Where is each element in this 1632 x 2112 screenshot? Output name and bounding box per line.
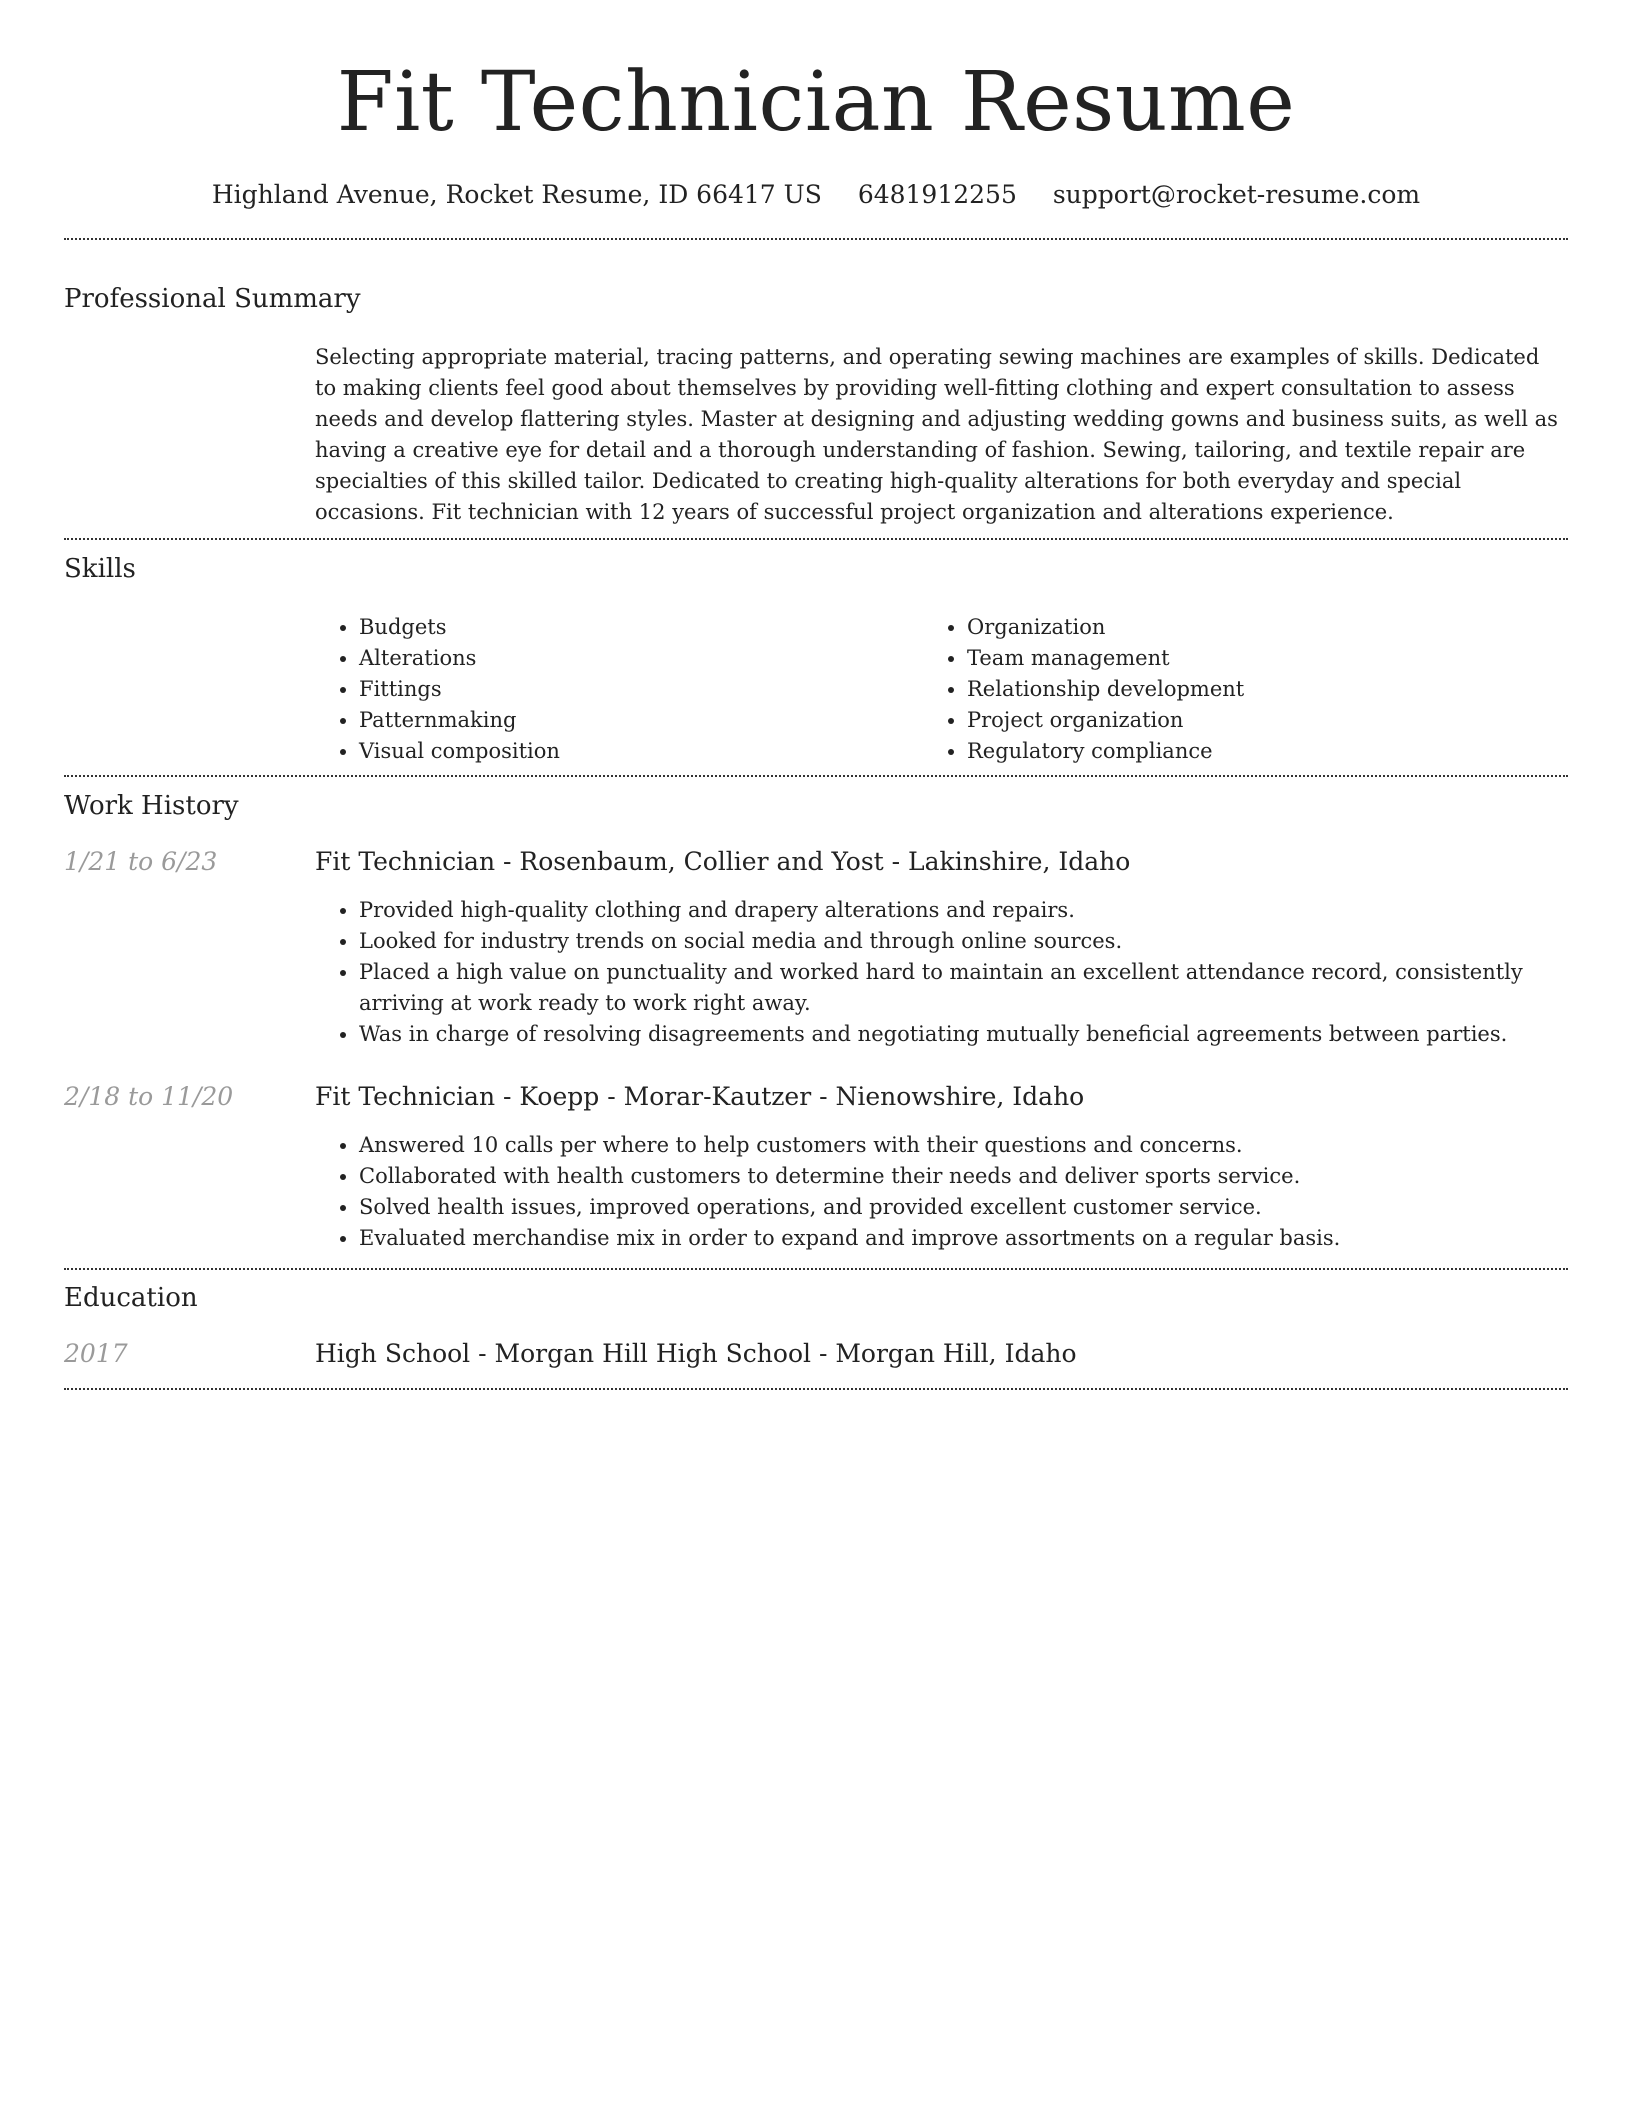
work-heading: Work History: [64, 791, 239, 821]
job-bullet: • Looked for industry trends on social media and through online sources.: [359, 926, 1567, 957]
job-bullet: • Evaluated merchandise mix in order to expand and improve assortments on a regular basis.: [359, 1223, 1567, 1254]
divider-education: [64, 1388, 1568, 1390]
skills-column-right: [923, 612, 1503, 767]
skill-item: • Budgets: [359, 612, 895, 643]
contact-address: Highland Avenue, Rocket Resume, ID 66417 US: [211, 180, 822, 209]
divider-header: [64, 238, 1568, 240]
job-bullet: • Was in charge of resolving disagreements and negotiating mutually beneficial agreements between parties.: [359, 1019, 1567, 1050]
job-title: [315, 845, 1130, 879]
summary-heading: Professional Summary: [64, 284, 361, 314]
resume-header: [0, 0, 1632, 212]
job-employer: - Koepp - Morar-Kautzer - Nienowshire, Idaho: [495, 1082, 1085, 1111]
education-year: 2017: [64, 1339, 128, 1368]
divider-summary: [64, 538, 1568, 540]
skill-item: • Patternmaking: [359, 705, 895, 736]
job-bullet: • Answered 10 calls per where to help customers with their questions and concerns.: [359, 1130, 1567, 1161]
skill-item: • Relationship development: [967, 674, 1503, 705]
job-bullet: • Solved health issues, improved operations, and provided excellent customer service.: [359, 1192, 1567, 1223]
skill-item: • Project organization: [967, 705, 1503, 736]
education-heading: Education: [64, 1283, 198, 1313]
job-role: Fit Technician: [315, 1082, 496, 1111]
job-dates: 2/18 to 11/20: [64, 1082, 234, 1111]
job-bullet-list: [315, 1130, 1567, 1254]
job-bullet-list: [315, 895, 1567, 1050]
job-bullet: • Placed a high value on punctuality and worked hard to maintain an excellent attendance record, consistently arriving at work ready to work right away.: [359, 957, 1567, 1019]
education-school: - Morgan Hill High School - Morgan Hill, Idaho: [470, 1339, 1077, 1368]
divider-skills: [64, 775, 1568, 777]
skill-item: • Visual composition: [359, 736, 895, 767]
contact-phone: 6481912255: [857, 180, 1017, 209]
skills-list-left: [315, 612, 895, 767]
divider-work: [64, 1268, 1568, 1270]
skills-list-right: [923, 612, 1503, 767]
job-bullets: [315, 1130, 1567, 1254]
job-dates: 1/21 to 6/23: [64, 847, 218, 876]
contact-email: support@rocket-resume.com: [1052, 180, 1421, 209]
job-role: Fit Technician: [315, 847, 496, 876]
summary-text: Selecting appropriate material, tracing patterns, and operating sewing machines are examples of skills. Dedicated to making clients feel good about themselves by providing well-fitting clothing and expert consultation to assess needs and develop flattering styles. Master at designing and adjusting wedding gowns and business suits, as well as having a creative eye for detail and a thorough understanding of fashion. Sewing, tailoring, and textile repair are specialties of this skilled tailor. Dedicated to creating high-quality alterations for both everyday and special occasions. Fit technician with 12 years of successful project organization and alterations experience.: [315, 345, 1558, 524]
education-degree: High School: [315, 1339, 471, 1368]
job-bullet: • Provided high-quality clothing and drapery alterations and repairs.: [359, 895, 1567, 926]
skills-column-left: [315, 612, 895, 767]
skill-item: • Organization: [967, 612, 1503, 643]
education-entry: [315, 1337, 1077, 1371]
job-bullets: [315, 895, 1567, 1050]
job-title: [315, 1080, 1084, 1114]
skill-item: • Regulatory compliance: [967, 736, 1503, 767]
resume-title: Fit Technician Resume: [336, 55, 1296, 150]
skill-item: • Alterations: [359, 643, 895, 674]
job-employer: - Rosenbaum, Collier and Yost - Lakinshire, Idaho: [495, 847, 1131, 876]
skills-heading: Skills: [64, 554, 136, 584]
contact-line: [0, 178, 1632, 212]
skill-item: • Team management: [967, 643, 1503, 674]
skill-item: • Fittings: [359, 674, 895, 705]
job-bullet: • Collaborated with health customers to determine their needs and deliver sports service.: [359, 1161, 1567, 1192]
